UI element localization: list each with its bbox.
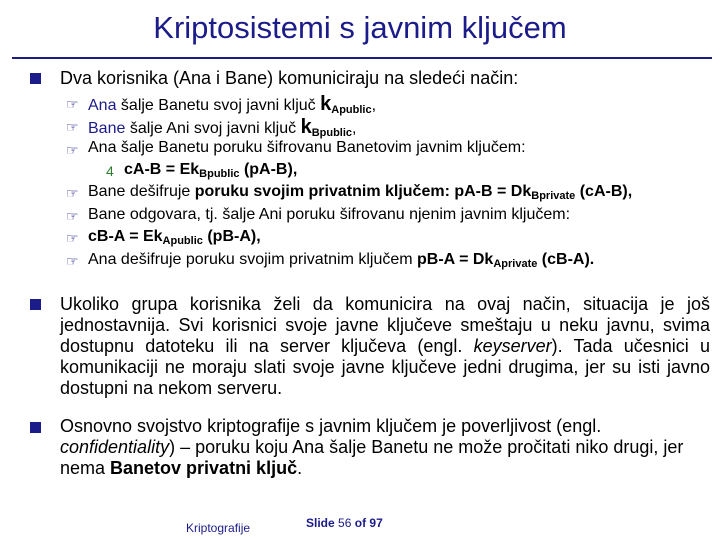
sub-bullet-7: $cB-A = Ek_{Apublic}$ (pB-A), <box>88 228 261 247</box>
pointing-hand-icon: ☞ <box>66 208 79 224</box>
slide-title: Kriptosistemi s javnim ključem <box>153 10 567 45</box>
pointing-hand-icon: ☞ <box>66 253 79 269</box>
bullet-2-text: Ukoliko grupa korisnika želi da komunicira na ovaj način, situacija je još jednostavnija. Svi korisnici svoje javne ključeve smeštaju u neku javnu, svima dostupnu datoteku ili na server ključeva (engl. keyserver). Tada učesnici u komunikaciji ne moraju slati svoje javne ključeve jedni drugima, jer su isti javno dostupni na nekom serveru. <box>60 294 711 398</box>
footer-course-name: Kriptografije <box>186 521 251 535</box>
pointing-hand-icon: ☞ <box>66 185 79 201</box>
sub-bullet-2: Bane šalje Ani svoj javni ključ $k_{Bpublic}$, <box>88 116 357 139</box>
bullet-square-icon <box>30 422 41 433</box>
pointing-hand-icon: ☞ <box>66 142 79 158</box>
bullet-square-icon <box>30 73 41 84</box>
pointing-hand-icon: ☞ <box>66 119 79 135</box>
bullet-3-text: Osnovno svojstvo kriptografije s javnim ključem je poverljivost (engl. confidentiality) – poruku koju Ana šalje Banetu ne može pročitati niko drugi, jer nema Banetov privatni ključ. <box>60 416 684 478</box>
sub-bullet-6: Bane odgovara, tj. šalje Ani poruku šifrovanu njenim javnim ključem: <box>88 206 571 223</box>
sub-sub-bullet-icon: 4 <box>106 163 114 179</box>
sub-bullet-8: Ana dešifruje poruku svojim privatnim ključem $pB-A = Dk_{Aprivate}$ (cB-A). <box>88 251 595 270</box>
sub-bullet-5: Bane dešifruje poruku svojim privatnim ključem: $pA-B = Dk_{Bprivate}$ (cA-B), <box>88 183 633 202</box>
pointing-hand-icon: ☞ <box>66 230 79 246</box>
bullet-square-icon <box>30 299 41 310</box>
footer-slide-number: Slide 56 of 97 <box>306 516 383 530</box>
sub-bullet-3: Ana šalje Banetu poruku šifrovanu Banetovim javnim ključem: <box>88 139 526 156</box>
bullet-1-text: Dva korisnika (Ana i Bane) komuniciraju na sledeći način: <box>60 68 519 88</box>
keyserver-term: keyserver <box>473 336 552 356</box>
sub-bullet-4: $cA-B = Ek_{Bpublic}$ (pA-B), <box>124 161 298 180</box>
title-divider <box>12 57 712 59</box>
sub-bullet-1: Ana šalje Banetu svoj javni ključ $k_{Apublic}$, <box>88 93 377 116</box>
pointing-hand-icon: ☞ <box>66 96 79 112</box>
